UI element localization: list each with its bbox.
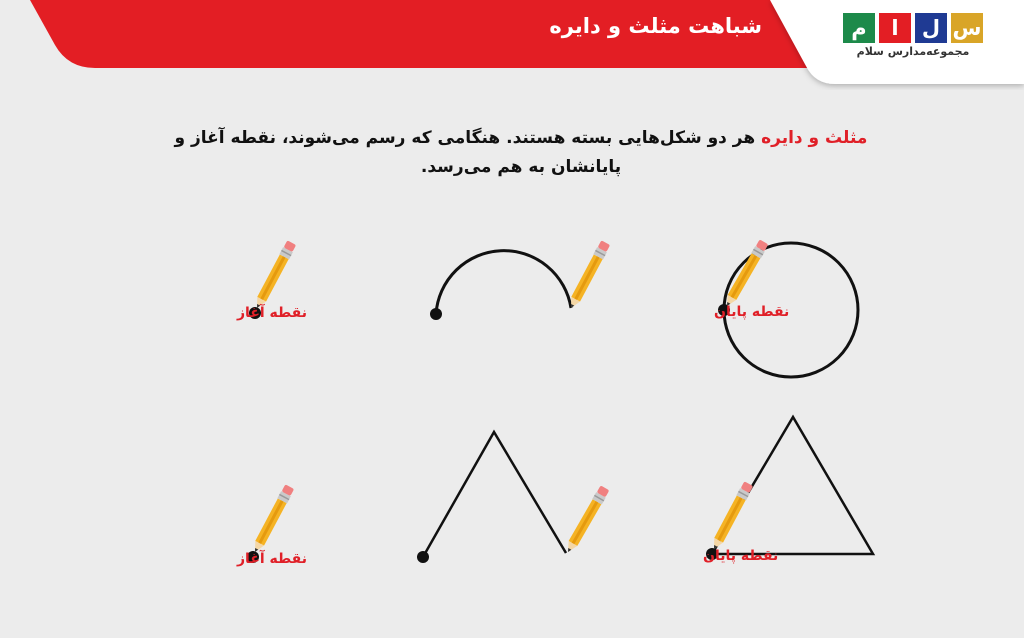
- circle-arc: [436, 251, 571, 314]
- intro-text: هر دو شکل‌هایی بسته هستند. هنگامی که رسم می‌شوند، نقطه آغاز و پایانشان به هم می‌رسد.: [174, 128, 762, 177]
- page-title: شباهت مثلث و دایره: [549, 14, 762, 38]
- logo-letter-sin: س: [951, 13, 983, 43]
- pencil-icon: [250, 484, 294, 555]
- pencil-icon: [252, 240, 296, 311]
- triangle-partial: [423, 432, 566, 557]
- logo-letter-alef: ا: [879, 13, 911, 43]
- triangle-start-dot: [417, 551, 429, 563]
- start-label: نقطه آغاز: [237, 551, 308, 567]
- pencil-icon: [722, 239, 769, 309]
- end-label: نقطه پایان: [703, 548, 779, 564]
- logo-letter-mim: م: [843, 13, 875, 43]
- start-label: نقطه آغاز: [237, 305, 308, 321]
- end-label: نقطه پایان: [714, 304, 790, 320]
- pencil-icon: [709, 481, 753, 552]
- arc-start-dot: [430, 308, 442, 320]
- pencil-icon: [566, 240, 610, 311]
- logo-letter-lam: ل: [915, 13, 947, 43]
- full-triangle: [712, 417, 873, 554]
- pencil-icon: [563, 485, 610, 555]
- logo-tagline: مجموعه‌مدارس سلام: [856, 45, 970, 58]
- intro-highlight: مثلث و دایره: [761, 128, 868, 148]
